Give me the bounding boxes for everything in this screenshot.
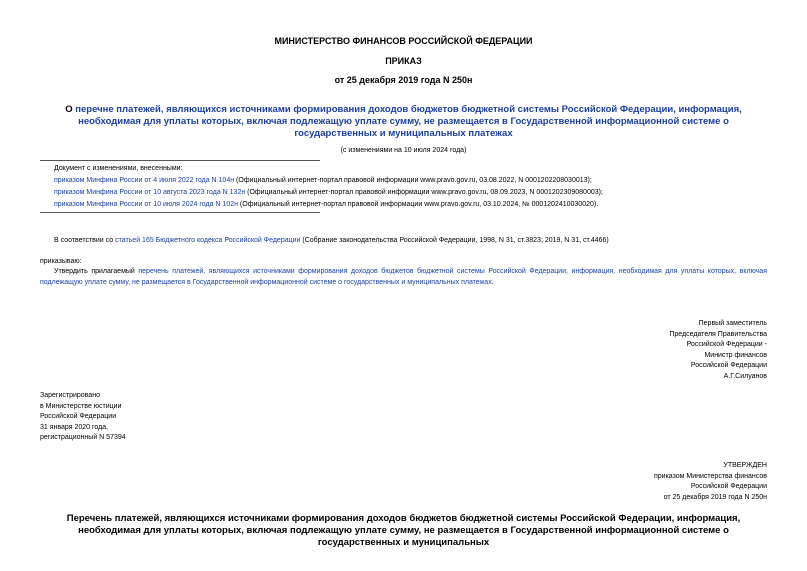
amendment-link-3[interactable]: приказом Минфина России от 10 июля 2024 года N 102н xyxy=(54,201,238,208)
amendment-link-1[interactable]: приказом Минфина России от 4 июля 2022 года N 104н xyxy=(54,177,235,184)
amendments-top-divider xyxy=(40,160,320,161)
amendment-item: приказом Минфина России от 10 июля 2024 года N 102н (Официальный интернет-портал правовой информации www.pravo.gov.ru, 03.10.2024, № 0001202410030020). xyxy=(54,201,599,208)
appendix-title: Перечень платежей, являющихся источниками формирования доходов бюджетов бюджетной системы Российской Федерации, информация, необходимая для уплаты которых, включая подлежащую уплате сумму, не размещается в Государственной информационной системе о государственных и муниципальных xyxy=(66,513,741,548)
legal-basis-paragraph: В соответствии со статьей 165 Бюджетного кодекса Российской Федерации (Собрание законодательства Российской Федерации, 1998, N 31, ст.3823; 2019, N 31, ст.4466) xyxy=(54,237,609,244)
amendments-bottom-divider xyxy=(40,212,320,213)
amendments-heading: Документ с изменениями, внесенными: xyxy=(54,165,183,172)
payments-list-link[interactable]: перечень платежей, являющихся источниками формирования доходов бюджетов бюджетной системы Российской Федерации, информация, необходимая для уплаты которых, включая подлежащую уплате сумму, не размещается в Государственной информационной системе о государственных и муниципальных платежах xyxy=(40,268,767,286)
order-verb: приказываю: xyxy=(40,258,82,265)
title-prefix: О xyxy=(65,104,76,115)
amendment-link-2[interactable]: приказом Минфина России от 10 августа 2023 года N 132н xyxy=(54,189,246,196)
amendment-item: приказом Минфина России от 10 августа 2023 года N 132н (Официальный интернет-портал правовой информации www.pravo.gov.ru, 08.09.2023, N 0001202309080003); xyxy=(54,189,603,196)
budget-code-article-link[interactable]: статьей 165 Бюджетного кодекса Российской Федерации xyxy=(115,237,301,244)
order-paragraph: Утвердить прилагаемый перечень платежей, являющихся источниками формирования доходов бюджетов бюджетной системы Российской Федерации, информация, необходимая для уплаты которых, включая подлежащую уплате сумму, не размещается в Государственной информационной системе о государственных и муниципальных платежах. xyxy=(40,268,767,286)
amendment-item: приказом Минфина России от 4 июля 2022 года N 104н (Официальный интернет-портал правовой информации www.pravo.gov.ru, 03.08.2022, N 0001202208030013); xyxy=(54,177,592,184)
document-title xyxy=(40,104,767,140)
approval-block: УТВЕРЖДЕН приказом Министерства финансов Российской Федерации от 25 декабря 2019 года N 250н xyxy=(653,462,767,501)
signatory-name: А.Г.Силуанов xyxy=(723,372,767,380)
signature-block: Первый заместитель Председателя Правительства Российской Федерации - Министр финансов Российской Федерации А.Г.Силуанов xyxy=(467,319,767,382)
amendments-list xyxy=(54,163,774,210)
registration-block: Зарегистрировано в Министерстве юстиции Российской Федерации 31 января 2020 года, регистрационный N 57394 xyxy=(40,392,126,441)
doc-type-heading: ПРИКАЗ xyxy=(385,56,422,66)
doc-date-number: от 25 декабря 2019 года N 250н xyxy=(334,75,473,85)
ministry-heading: МИНИСТЕРСТВО ФИНАНСОВ РОССИЙСКОЙ ФЕДЕРАЦИИ xyxy=(274,36,533,46)
title-link[interactable]: перечне платежей, являющихся источниками формирования доходов бюджетов бюджетной системы Российской Федерации, информация, необходимая для уплаты которых, включая подлежащую уплате сумму, не размещается в Государственной информационной системе о государственных и муниципальных платежах xyxy=(75,104,742,139)
changes-note: (с изменениями на 10 июля 2024 года) xyxy=(340,147,467,154)
